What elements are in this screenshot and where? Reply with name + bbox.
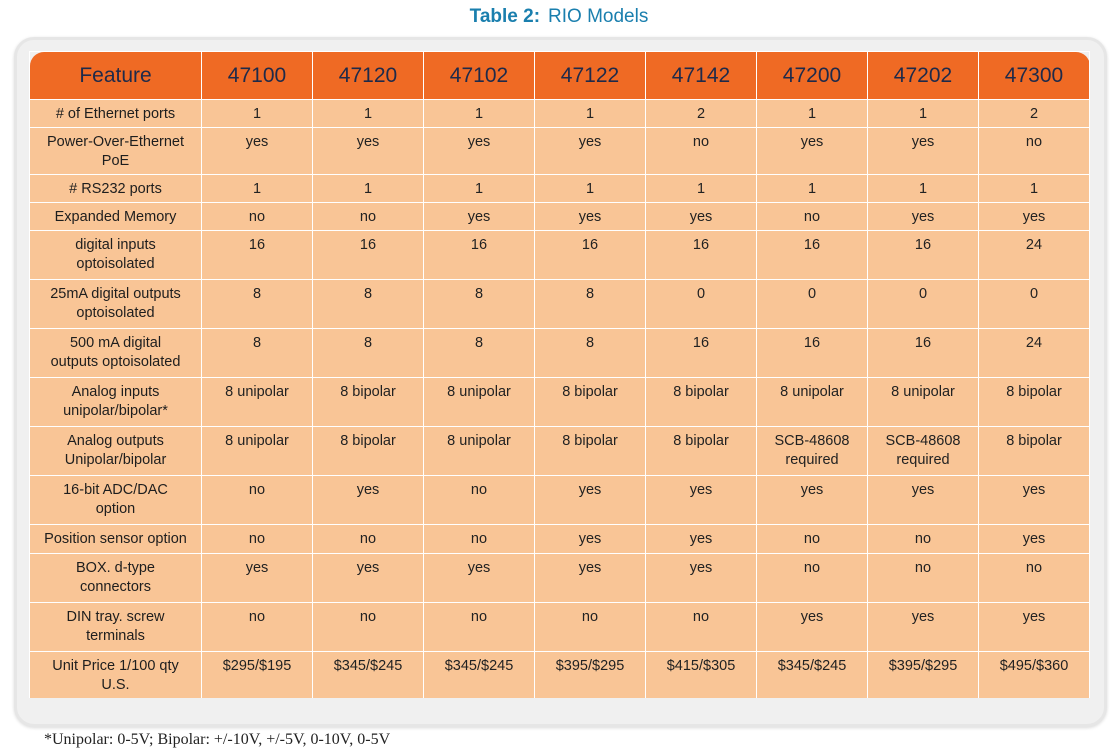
- value-cell: no: [868, 554, 979, 603]
- header-cell: 47102: [424, 52, 535, 100]
- value-cell: yes: [646, 525, 757, 554]
- value-cell: yes: [979, 603, 1090, 652]
- value-cell: 8 unipolar: [757, 378, 868, 427]
- value-cell: 16: [757, 329, 868, 378]
- table-row: [30, 603, 1090, 652]
- value-cell: 1: [757, 100, 868, 128]
- value-cell: no: [424, 476, 535, 525]
- value-cell: yes: [535, 203, 646, 231]
- value-cell: 8 unipolar: [202, 378, 313, 427]
- header-cell: 47122: [535, 52, 646, 100]
- value-cell: 1: [424, 100, 535, 128]
- header-cell: 47200: [757, 52, 868, 100]
- value-cell: 1: [535, 100, 646, 128]
- table-row: [30, 378, 1090, 427]
- table-row: [30, 128, 1090, 175]
- value-cell: yes: [757, 603, 868, 652]
- value-cell: 16: [424, 231, 535, 280]
- value-cell: 2: [979, 100, 1090, 128]
- value-cell: SCB-48608 required: [868, 427, 979, 476]
- table-caption: [0, 4, 1118, 30]
- value-cell: no: [535, 603, 646, 652]
- value-cell: 16: [868, 329, 979, 378]
- table-body: [30, 100, 1090, 699]
- value-cell: yes: [757, 128, 868, 175]
- table-row: [30, 175, 1090, 203]
- value-cell: 1: [868, 100, 979, 128]
- value-cell: yes: [535, 476, 646, 525]
- value-cell: yes: [313, 476, 424, 525]
- header-row: [30, 52, 1090, 100]
- value-cell: yes: [424, 128, 535, 175]
- header-cell: 47100: [202, 52, 313, 100]
- value-cell: yes: [646, 476, 757, 525]
- value-cell: 1: [535, 175, 646, 203]
- value-cell: yes: [868, 603, 979, 652]
- value-cell: 1: [424, 175, 535, 203]
- value-cell: no: [979, 554, 1090, 603]
- value-cell: 16: [868, 231, 979, 280]
- value-cell: no: [202, 525, 313, 554]
- value-cell: $415/$305: [646, 652, 757, 699]
- value-cell: 8 bipolar: [535, 427, 646, 476]
- value-cell: 0: [646, 280, 757, 329]
- table-row: [30, 203, 1090, 231]
- value-cell: 8: [424, 329, 535, 378]
- feature-cell: # of Ethernet ports: [30, 100, 202, 128]
- value-cell: no: [646, 603, 757, 652]
- value-cell: yes: [868, 476, 979, 525]
- value-cell: yes: [979, 525, 1090, 554]
- value-cell: 1: [979, 175, 1090, 203]
- value-cell: no: [313, 525, 424, 554]
- value-cell: 1: [313, 175, 424, 203]
- table-row: [30, 652, 1090, 699]
- value-cell: 8: [424, 280, 535, 329]
- value-cell: yes: [202, 128, 313, 175]
- value-cell: yes: [757, 476, 868, 525]
- value-cell: 1: [646, 175, 757, 203]
- value-cell: 8 bipolar: [535, 378, 646, 427]
- value-cell: 1: [202, 175, 313, 203]
- value-cell: yes: [313, 554, 424, 603]
- value-cell: yes: [202, 554, 313, 603]
- value-cell: 24: [979, 231, 1090, 280]
- value-cell: 8: [535, 280, 646, 329]
- value-cell: 1: [202, 100, 313, 128]
- feature-cell: Power-Over-Ethernet PoE: [30, 128, 202, 175]
- value-cell: 24: [979, 329, 1090, 378]
- value-cell: 0: [868, 280, 979, 329]
- value-cell: no: [757, 203, 868, 231]
- value-cell: 8 bipolar: [646, 378, 757, 427]
- value-cell: 16: [535, 231, 646, 280]
- value-cell: 8: [202, 329, 313, 378]
- value-cell: 8: [535, 329, 646, 378]
- feature-cell: 500 mA digital outputs optoisolated: [30, 329, 202, 378]
- value-cell: yes: [313, 128, 424, 175]
- feature-cell: 16-bit ADC/DAC option: [30, 476, 202, 525]
- value-cell: 0: [757, 280, 868, 329]
- value-cell: $495/$360: [979, 652, 1090, 699]
- table-row: [30, 100, 1090, 128]
- value-cell: yes: [535, 554, 646, 603]
- feature-cell: Analog inputs unipolar/bipolar*: [30, 378, 202, 427]
- table-row: [30, 554, 1090, 603]
- header-cell: 47202: [868, 52, 979, 100]
- value-cell: $345/$245: [757, 652, 868, 699]
- value-cell: no: [424, 525, 535, 554]
- feature-cell: DIN tray. screw terminals: [30, 603, 202, 652]
- value-cell: 16: [202, 231, 313, 280]
- table-row: [30, 476, 1090, 525]
- table-row: [30, 329, 1090, 378]
- value-cell: no: [313, 203, 424, 231]
- footnote: *Unipolar: 0-5V; Bipolar: +/-10V, +/-5V, 0-10V, 0-5V: [44, 731, 391, 748]
- value-cell: yes: [646, 554, 757, 603]
- value-cell: no: [757, 525, 868, 554]
- value-cell: $395/$295: [535, 652, 646, 699]
- value-cell: 1: [313, 100, 424, 128]
- value-cell: yes: [535, 128, 646, 175]
- value-cell: yes: [979, 476, 1090, 525]
- feature-cell: Analog outputs Unipolar/bipolar: [30, 427, 202, 476]
- value-cell: yes: [424, 554, 535, 603]
- value-cell: yes: [868, 128, 979, 175]
- header-cell: 47300: [979, 52, 1090, 100]
- value-cell: no: [313, 603, 424, 652]
- table-row: [30, 525, 1090, 554]
- value-cell: 8 unipolar: [424, 378, 535, 427]
- value-cell: yes: [646, 203, 757, 231]
- value-cell: 1: [757, 175, 868, 203]
- feature-cell: Expanded Memory: [30, 203, 202, 231]
- value-cell: 8 bipolar: [979, 427, 1090, 476]
- value-cell: $395/$295: [868, 652, 979, 699]
- header-cell: 47142: [646, 52, 757, 100]
- value-cell: 8 unipolar: [868, 378, 979, 427]
- value-cell: yes: [868, 203, 979, 231]
- value-cell: no: [202, 203, 313, 231]
- value-cell: no: [424, 603, 535, 652]
- value-cell: yes: [979, 203, 1090, 231]
- feature-cell: digital inputs optoisolated: [30, 231, 202, 280]
- feature-cell: BOX. d-type connectors: [30, 554, 202, 603]
- table-row: [30, 231, 1090, 280]
- header-cell: Feature: [30, 52, 202, 100]
- value-cell: no: [757, 554, 868, 603]
- value-cell: 8: [313, 329, 424, 378]
- value-cell: 8: [313, 280, 424, 329]
- value-cell: $345/$245: [424, 652, 535, 699]
- header-cell: 47120: [313, 52, 424, 100]
- value-cell: 16: [646, 231, 757, 280]
- value-cell: 8 unipolar: [424, 427, 535, 476]
- value-cell: SCB-48608 required: [757, 427, 868, 476]
- value-cell: yes: [424, 203, 535, 231]
- feature-cell: 25mA digital outputs optoisolated: [30, 280, 202, 329]
- table-row: [30, 427, 1090, 476]
- caption-title: RIO Models: [548, 6, 649, 27]
- feature-cell: Unit Price 1/100 qty U.S.: [30, 652, 202, 699]
- value-cell: 16: [757, 231, 868, 280]
- value-cell: no: [979, 128, 1090, 175]
- value-cell: 8 bipolar: [979, 378, 1090, 427]
- value-cell: 8: [202, 280, 313, 329]
- value-cell: yes: [535, 525, 646, 554]
- value-cell: 16: [646, 329, 757, 378]
- table-row: [30, 280, 1090, 329]
- value-cell: 16: [313, 231, 424, 280]
- value-cell: 8 bipolar: [646, 427, 757, 476]
- value-cell: no: [202, 476, 313, 525]
- feature-cell: Position sensor option: [30, 525, 202, 554]
- value-cell: no: [202, 603, 313, 652]
- value-cell: 2: [646, 100, 757, 128]
- value-cell: 8 bipolar: [313, 378, 424, 427]
- value-cell: 0: [979, 280, 1090, 329]
- value-cell: $295/$195: [202, 652, 313, 699]
- value-cell: 8 bipolar: [313, 427, 424, 476]
- value-cell: no: [868, 525, 979, 554]
- caption-label: Table 2:: [469, 6, 541, 27]
- rio-models-table: [29, 51, 1090, 698]
- value-cell: 1: [868, 175, 979, 203]
- feature-cell: # RS232 ports: [30, 175, 202, 203]
- value-cell: no: [646, 128, 757, 175]
- value-cell: 8 unipolar: [202, 427, 313, 476]
- value-cell: $345/$245: [313, 652, 424, 699]
